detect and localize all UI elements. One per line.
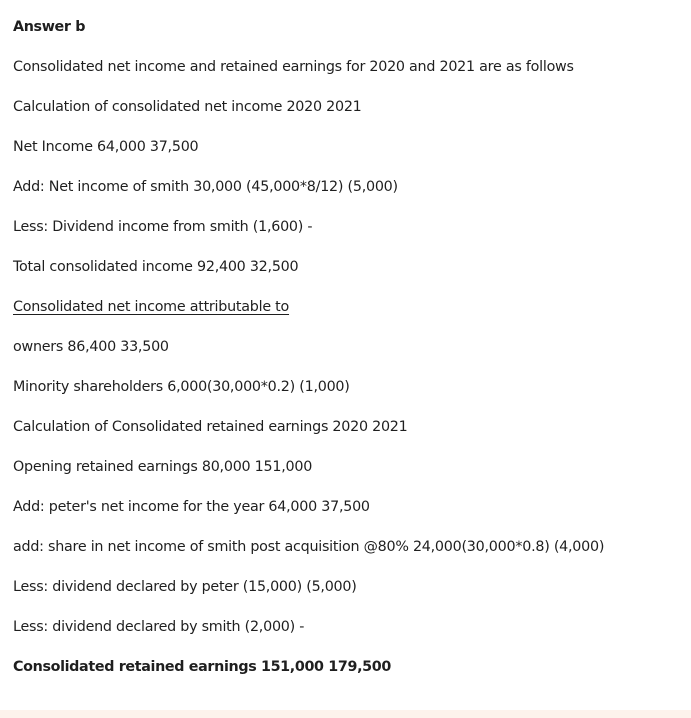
intro-line: Consolidated net income and retained earnings for 2020 and 2021 are as follows [13, 59, 574, 75]
peter-net-income-line: Add: peter's net income for the year 64,000 37,500 [13, 499, 370, 515]
smith-dividend-line: Less: dividend declared by smith (2,000) - [13, 619, 305, 635]
owners-line: owners 86,400 33,500 [13, 339, 169, 355]
consolidated-retained-earnings-total: Consolidated retained earnings 151,000 179,500 [13, 659, 391, 675]
dividend-income-line: Less: Dividend income from smith (1,600) - [13, 219, 313, 235]
net-income-calculation-header: Calculation of consolidated net income 2020 2021 [13, 99, 362, 115]
smith-share-line: add: share in net income of smith post acquisition @80% 24,000(30,000*0.8) (4,000) [13, 539, 605, 555]
opening-retained-earnings-line: Opening retained earnings 80,000 151,000 [13, 459, 313, 475]
smith-net-income-line: Add: Net income of smith 30,000 (45,000*8/12) (5,000) [13, 179, 398, 195]
retained-earnings-calculation-header: Calculation of Consolidated retained earnings 2020 2021 [13, 419, 408, 435]
attributable-to-heading: Consolidated net income attributable to [13, 299, 290, 315]
footer-strip [0, 710, 691, 718]
net-income-line: Net Income 64,000 37,500 [13, 139, 199, 155]
peter-dividend-line: Less: dividend declared by peter (15,000) (5,000) [13, 579, 357, 595]
minority-shareholders-line: Minority shareholders 6,000(30,000*0.2) (1,000) [13, 379, 350, 395]
answer-heading: Answer b [13, 19, 86, 35]
total-consolidated-income-line: Total consolidated income 92,400 32,500 [13, 259, 299, 275]
